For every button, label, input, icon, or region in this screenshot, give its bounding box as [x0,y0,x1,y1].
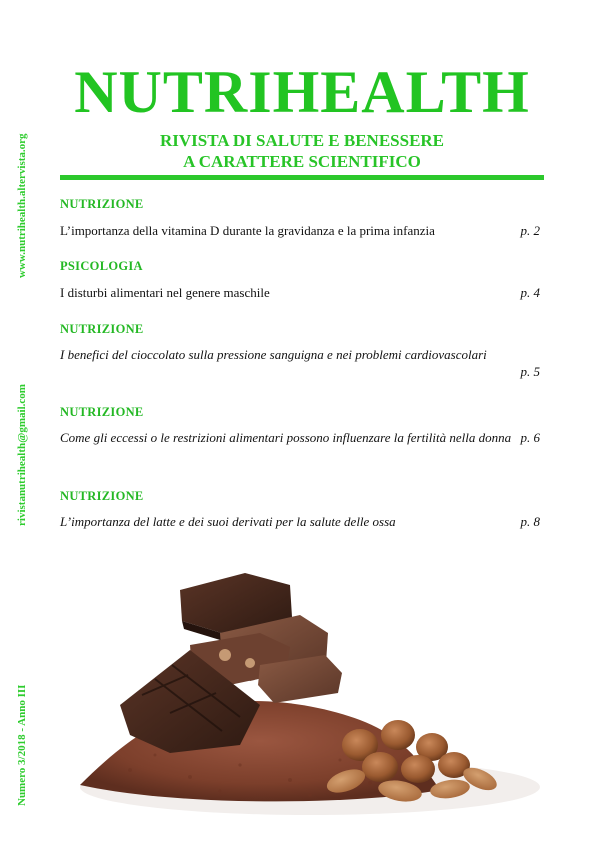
category-label: NUTRIZIONE [60,197,144,211]
toc-section-4 [60,404,544,446]
subtitle-line-2: A CARATTERE SCIENTIFICO [183,152,421,171]
email-vertical-text: rivistanutrihealth@gmail.com [16,384,28,526]
masthead [60,60,544,172]
toc-entry[interactable] [60,346,544,380]
toc-section-3 [60,321,544,380]
toc-entry[interactable] [60,222,544,239]
hazelnut [401,755,435,783]
page-number: p. 4 [520,285,540,300]
chocolate-cocoa-hazelnut-photo [60,555,550,817]
category-label: NUTRIZIONE [60,322,144,336]
issue-vertical-text: Numero 3/2018 - Anno III [16,684,28,806]
category-label: NUTRIZIONE [60,405,144,419]
article-title: Come gli eccessi o le restrizioni alimentari possono influenzare la fertilità nella donna [60,430,512,445]
toc-entry[interactable] [60,429,544,446]
subtitle-line-1: RIVISTA DI SALUTE E BENESSERE [159,131,445,150]
toc-section-1 [60,196,544,239]
hazelnut [381,720,415,750]
toc-entry[interactable] [60,284,544,301]
page-number: p. 2 [520,223,540,238]
article-title: L’importanza del latte e dei suoi derivati per la salute delle ossa [60,514,396,529]
page-number: p. 8 [520,514,540,529]
article-title: I benefici del cioccolato sulla pressione sanguigna e nei problemi cardiovascolari [60,347,487,362]
toc-section-2 [60,258,544,301]
article-title: L’importanza della vitamina D durante la gravidanza e la prima infanzia [60,223,435,238]
hazelnut [362,752,398,782]
category-label: PSICOLOGIA [60,259,143,273]
toc-section-5 [60,488,544,530]
page-number: p. 5 [520,364,540,379]
page-number: p. 6 [520,430,540,445]
green-divider [60,175,544,180]
website-vertical-text: www.nutrihealth.altervista.org [16,133,28,278]
article-title: I disturbi alimentari nel genere maschile [60,285,270,300]
magazine-title: NUTRIHEALTH [74,59,530,125]
toc-entry[interactable] [60,513,544,530]
category-label: NUTRIZIONE [60,489,144,503]
